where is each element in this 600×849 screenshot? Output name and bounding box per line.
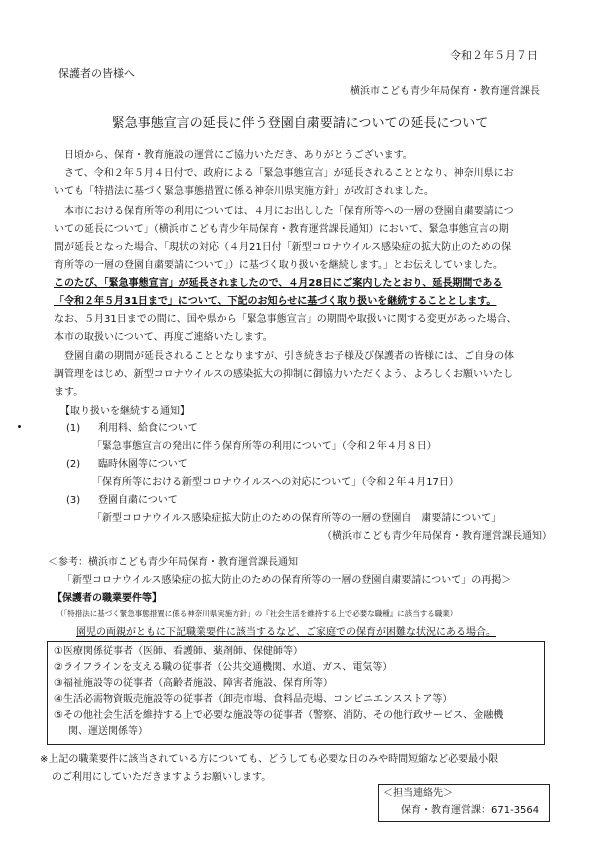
- occupation-item: 関、運送関係等）: [68, 726, 148, 737]
- body-line: なお、５月31日までの間に、国や県から「緊急事態宣言」の期間や取扱いに関する変更があった場合、: [54, 314, 517, 325]
- notice-number: (2): [66, 459, 81, 470]
- body-line: 育所等の一層の登園自粛要請について」）に基づく取り扱いを継続します。」とお伝えしていました。: [54, 260, 503, 271]
- document-date: 令和２年５月７日: [450, 49, 538, 62]
- emphasis-line: 「令和２年５月31日まで」について、下記のお知らせに基づく取り扱いを継続することとします。: [54, 296, 497, 307]
- notices-issuer: （横浜市こども青少年局保育・教育運営課長通知）: [322, 531, 552, 542]
- notice-label: 臨時休園等について: [98, 459, 188, 470]
- occupation-item: ②ライフラインを支える職の従事者（公共交通機関、水道、ガス、電気等）: [54, 662, 393, 673]
- notice-doc: 「緊急事態宣言の発出に伴う保育所等の利用について」（令和２年４月８日）: [92, 441, 437, 452]
- notice-label: 利用料、給食について: [98, 423, 198, 434]
- body-line: 間が延長となった場合、「現状の対応（４月21日付「新型コロナウイルス感染症の拡大防止のための保: [54, 242, 512, 253]
- body-line: 調管理をはじめ、新型コロナウイルスの感染拡大の抑制に御協力いただくよう、よろしくお願いいたし: [54, 369, 513, 380]
- body-line: 本市における保育所等の利用については、４月にお出しした「保育所等への一層の登園自粛要請につ: [64, 206, 514, 217]
- occupation-item: ③福祉施設等の従事者（高齢者施設、障害者施設、保育所等）: [54, 678, 333, 689]
- notice-doc: 「新型コロナウイルス感染症拡大防止のための保育所等の一層の登園自 粛要請について」: [92, 513, 502, 524]
- body-line: ます。: [54, 387, 84, 398]
- occupation-item: ⑤その他社会生活を維持する上で必要な施設等の従事者（警察、消防、その他行政サービス、金融機: [54, 710, 504, 721]
- occupation-lead: 園児の両親がともに下記職業要件に該当するなど、ご家庭での保育が困難な状況にある場合。: [76, 627, 496, 638]
- occupation-item: ①医療関係従事者（医師、看護師、薬剤師、保健師等）: [54, 646, 303, 657]
- contact-label: ＜担当連絡先＞: [383, 788, 453, 799]
- body-line: いての延長について」（横浜市こども青少年局保育・教育運営課長通知）において、緊急事態宣言の期: [54, 224, 509, 235]
- scan-mark: [18, 425, 21, 428]
- emphasis-line: このたび、「緊急事態宣言」が延長されましたので、４月28日にご案内したとおり、延長期間である: [54, 278, 503, 289]
- notice-number: (1): [66, 423, 81, 434]
- occupation-heading: 【保護者の職業要件等】: [52, 593, 162, 604]
- contact-box: [378, 784, 550, 822]
- body-line: さて、令和２年５月４日付で、政府による「緊急事態宣言」が延長されることとなり、神奈川県にお: [64, 168, 514, 179]
- notice-doc: 「保育所等における新型コロナウイルスへの対応について」（令和２年４月17日）: [92, 477, 459, 488]
- notice-label: 登園自粛について: [98, 495, 178, 506]
- reference-subtitle: 「新型コロナウイルス感染症の拡大防止のための保育所等の一層の登園自粛要請について」の再掲＞: [62, 575, 512, 586]
- addressee: 保護者の皆様へ: [58, 67, 135, 80]
- body-line: 本市の取扱いについて、再度ご連絡いたします。: [54, 332, 273, 343]
- contact-value: 保育・教育運営課：671-3564: [401, 805, 540, 816]
- body-line: 登園自粛の期間が延長されることとなりますが、引き続きお子様及び保護者の皆様には、ご自身の体: [64, 351, 514, 362]
- reference-title: ＜参考：横浜市こども青少年局保育・教育運営課長通知: [48, 557, 298, 568]
- body-line: 日頃から、保育・教育施設の運営にご協力いただき、ありがとうございます。: [64, 150, 413, 161]
- footnote-line: ※上記の職業要件に該当されている方についても、どうしても必要な日のみや時間短縮など必要最小限: [40, 754, 499, 765]
- sender: 横浜市こども青少年局保育・教育運営課長: [350, 86, 540, 97]
- body-line: いても「特措法に基づく緊急事態措置に係る神奈川県実施方針」が改訂されました。: [54, 186, 434, 197]
- notices-heading: 【取り扱いを継続する通知】: [60, 406, 190, 417]
- document-title: 緊急事態宣言の延長に伴う登園自粛要請についての延長について: [111, 116, 489, 131]
- footnote-line: のご利用にしていただきますようお願いします。: [52, 772, 272, 783]
- notice-number: (3): [66, 495, 81, 506]
- occupation-item: ④生活必需物資販売施設等の従事者（卸売市場、食料品売場、コンビニエンスストア等）: [54, 694, 453, 705]
- occupation-box: [47, 641, 545, 745]
- occupation-note: （「特措法に基づく緊急事態措置に係る神奈川県実施方針」の『社会生活を維持する上で必要な職種』に該当する職業）: [56, 609, 458, 618]
